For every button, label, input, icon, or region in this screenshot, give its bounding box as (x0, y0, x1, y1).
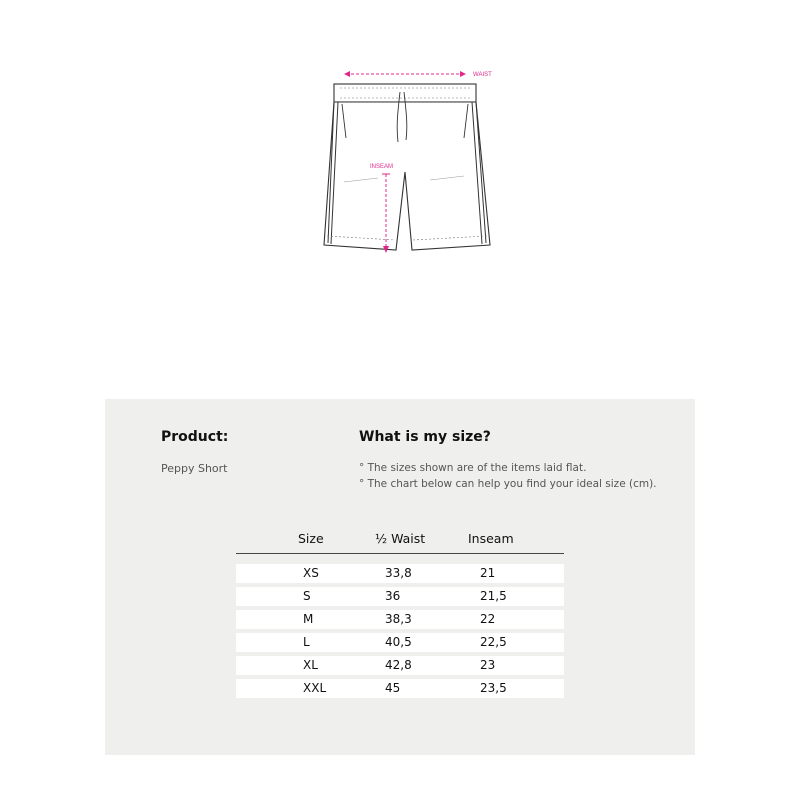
inseam-cell: 23 (480, 658, 496, 672)
size-cell: M (303, 612, 314, 626)
half-waist-cell: 38,3 (385, 612, 412, 626)
inseam-cell: 23,5 (480, 681, 507, 695)
column-header-half-waist: ½ Waist (375, 531, 426, 546)
shorts-drawing (300, 60, 510, 260)
size-cell: XS (303, 566, 319, 580)
product-name: Peppy Short (161, 462, 228, 475)
table-row (236, 633, 564, 652)
size-info-panel (105, 399, 695, 755)
half-waist-cell: 33,8 (385, 566, 412, 580)
product-heading: Product: (161, 429, 229, 445)
shorts-illustration (300, 60, 510, 260)
half-waist-cell: 42,8 (385, 658, 412, 672)
table-row (236, 610, 564, 629)
half-waist-cell: 36 (385, 589, 401, 603)
waist-arrow-left (344, 71, 350, 77)
inseam-cell: 21,5 (480, 589, 507, 603)
inseam-cell: 22 (480, 612, 496, 626)
half-waist-cell: 40,5 (385, 635, 412, 649)
table-row (236, 564, 564, 583)
inseam-cell: 22,5 (480, 635, 507, 649)
inseam-cell: 21 (480, 566, 496, 580)
inseam-label: INSEAM (370, 164, 394, 170)
table-row (236, 679, 564, 698)
size-cell: XXL (303, 681, 327, 695)
waist-arrow-right (460, 71, 466, 77)
waist-label: WAIST (473, 72, 492, 78)
size-note: ° The chart below can help you find your ideal size (cm). (359, 478, 657, 490)
half-waist-cell: 45 (385, 681, 401, 695)
table-header (236, 527, 564, 554)
table-row (236, 587, 564, 606)
size-guide-heading: What is my size? (359, 429, 491, 445)
column-header-size: Size (298, 531, 324, 546)
column-header-inseam: Inseam (468, 531, 514, 546)
table-row (236, 656, 564, 675)
size-table (236, 527, 564, 702)
size-cell: XL (303, 658, 318, 672)
size-cell: L (303, 635, 310, 649)
size-note: ° The sizes shown are of the items laid flat. (359, 462, 587, 474)
size-cell: S (303, 589, 311, 603)
